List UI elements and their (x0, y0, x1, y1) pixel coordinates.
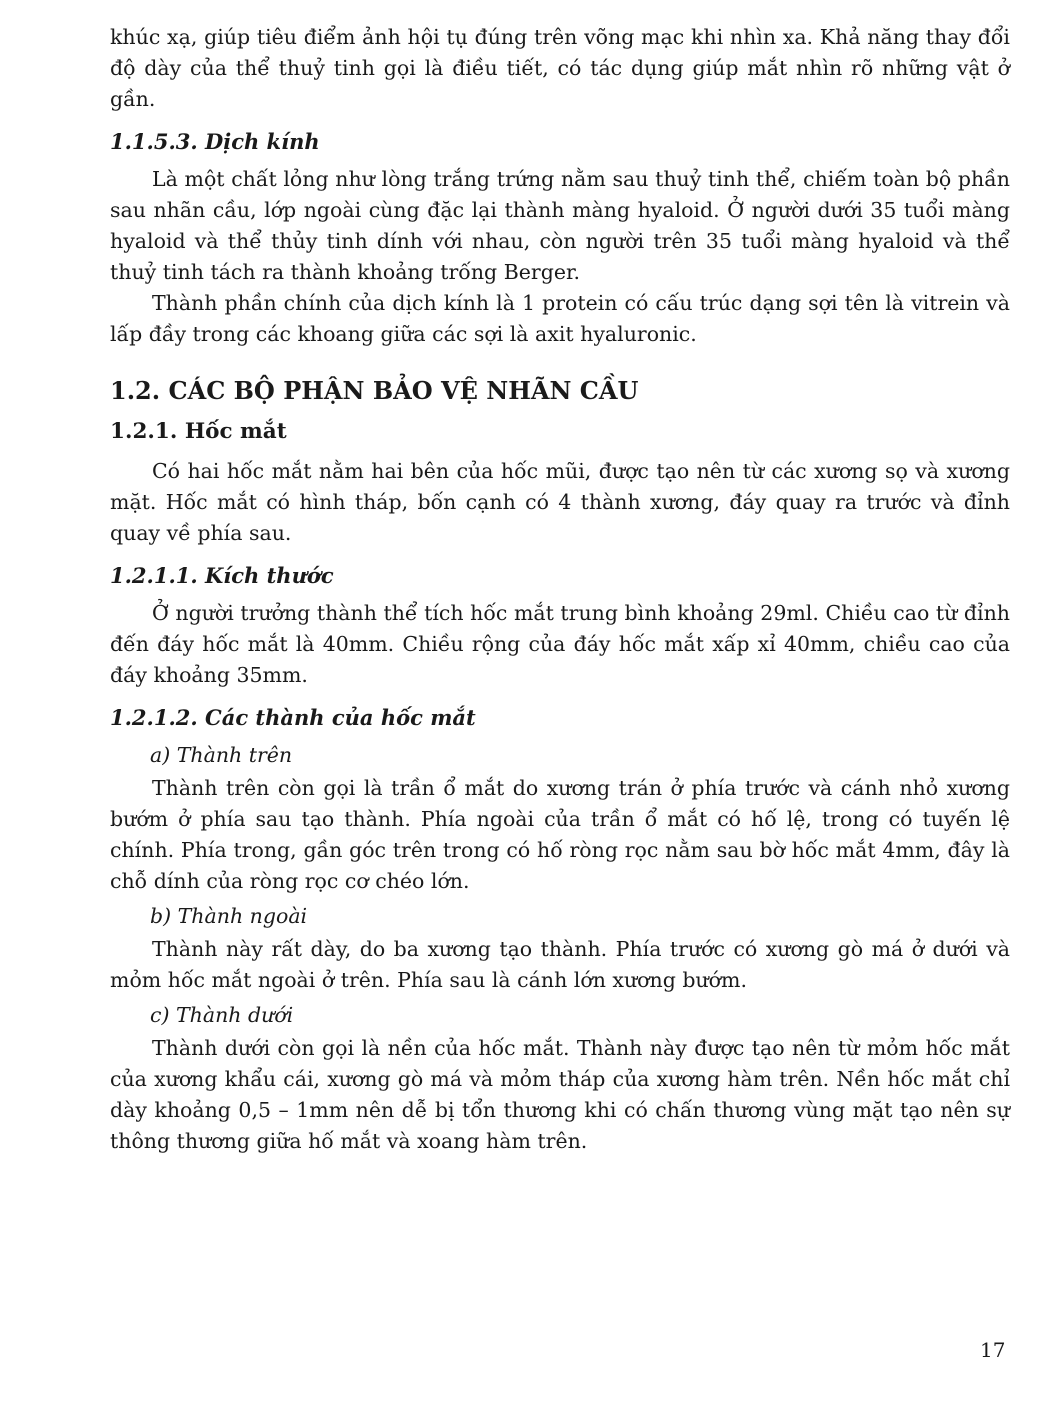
page-content (110, 22, 1010, 1157)
heading-1212: 1.2.1.2. Các thành của hốc mắt (110, 705, 476, 730)
paragraph-1153-2: Thành phần chính của dịch kính là 1 protein có cấu trúc dạng sợi tên là vitrein và lấp đầy trong các khoang giữa các sợi là axit hyaluronic. (110, 291, 1010, 346)
heading-1153: 1.1.5.3. Dịch kính (110, 129, 320, 154)
heading-1211: 1.2.1.1. Kích thước (110, 563, 334, 588)
heading-121: 1.2.1. Hốc mắt (110, 419, 287, 444)
intro-paragraph: khúc xạ, giúp tiêu điểm ảnh hội tụ đúng trên võng mạc khi nhìn xa. Khả năng thay đổi độ dày của thể thuỷ tinh gọi là điều tiết, có tác dụng giúp mắt nhìn rõ những vật ở gần. (110, 25, 1010, 111)
wall-text-upper: Thành trên còn gọi là trần ổ mắt do xương trán ở phía trước và cánh nhỏ xương bướm ở phía sau tạo thành. Phía ngoài của trần ổ mắt có hố lệ, trong có tuyến lệ chính. Phía trong, gần góc trên trong có hố ròng rọc nằm sau bờ hốc mắt 4mm, đây là chỗ dính của ròng rọc cơ chéo lớn. (110, 776, 1010, 893)
wall-label-lower: c) Thành dưới (150, 1003, 294, 1027)
wall-label-outer: b) Thành ngoài (150, 904, 308, 928)
wall-label-upper: a) Thành trên (150, 743, 293, 767)
paragraph-1211: Ở người trưởng thành thể tích hốc mắt trung bình khoảng 29ml. Chiều cao từ đỉnh đến đáy hốc mắt là 40mm. Chiều rộng của đáy hốc mắt xấp xỉ 40mm, chiều cao của đáy khoảng 35mm. (110, 601, 1010, 687)
wall-text-lower: Thành dưới còn gọi là nền của hốc mắt. Thành này được tạo nên từ mỏm hốc mắt của xương khẩu cái, xương gò má và mỏm tháp của xương hàm trên. Nền hốc mắt chỉ dày khoảng 0,5 – 1mm nên dễ bị tổn thương khi có chấn thương vùng mặt tạo nên sự thông thương giữa hố mắt và xoang hàm trên. (110, 1036, 1010, 1153)
heading-12: 1.2. CÁC BỘ PHẬN BẢO VỆ NHÃN CẦU (110, 376, 639, 405)
paragraph-121: Có hai hốc mắt nằm hai bên của hốc mũi, được tạo nên từ các xương sọ và xương mặt. Hốc mắt có hình tháp, bốn cạnh có 4 thành xương, đáy quay ra trước và đỉnh quay về phía sau. (110, 459, 1010, 545)
paragraph-1153-1: Là một chất lỏng như lòng trắng trứng nằm sau thuỷ tinh thể, chiếm toàn bộ phần sau nhãn cầu, lớp ngoài cùng đặc lại thành màng hyaloid. Ở người dưới 35 tuổi màng hyaloid và thể thủy tinh dính với nhau, còn người trên 35 tuổi màng hyaloid và thể thuỷ tinh tách ra thành khoảng trống Berger. (110, 167, 1010, 284)
page-number: 17 (980, 1338, 1006, 1362)
wall-text-outer: Thành này rất dày, do ba xương tạo thành. Phía trước có xương gò má ở dưới và mỏm hốc mắt ngoài ở trên. Phía sau là cánh lớn xương bướm. (110, 937, 1010, 992)
